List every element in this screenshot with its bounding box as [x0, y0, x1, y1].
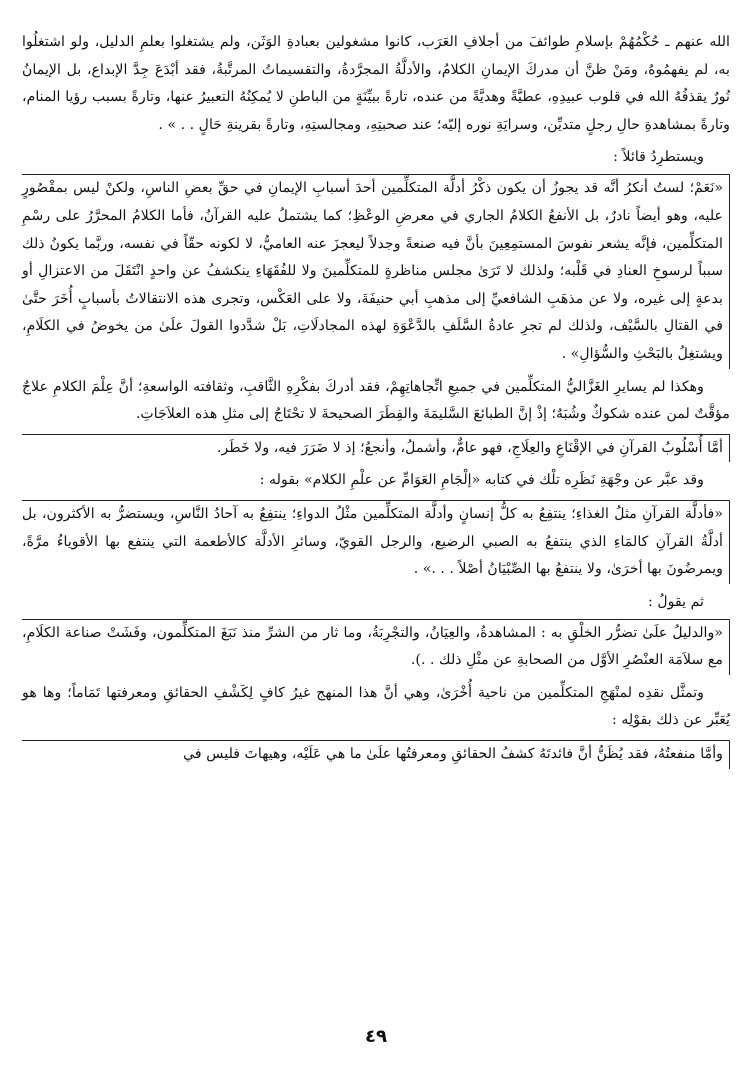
- quote-block: وأمَّا منفعتُهُ، فقد يُظَنُّ أنَّ فائدتَهُ كشفُ الحقائقِ ومعرفتُها علَىٰ ما هي عَلَيْه، وهيهاتَ فليس في: [22, 740, 730, 769]
- paragraph-body: وقد عبَّر عن وجْهَةِ نَظَرِه تلْك في كتابه «إلْجَامِ العَوَامِّ عن علْمِ الكلام» بقوله :: [259, 472, 704, 489]
- quote-block: «نَعَمْ؛ لستُ أنكرُ أنَّه قد يجوزُ أن يكون ذكْرُ أدلَّة المتكلِّمين أحدَ أسبابِ الإيمانِ في حقِّ بعضِ الناسِ، ولكنْ ليس بمقْصُورٍ عليه، وهو أيضاً نادرٌ، بل الأنفعُ الكلامُ الجاري في معرضِ الوعْظِ؛ كما يشتملُ عليه القرآنُ، فأما الكلامُ المحرَّرُ على رسْمِ المتكلِّمين، فإنَّه يشعر نفوسَ المستمِعِينَ بأنَّ فيه صنعةً وجدلاً ليعجزَ عنه العاميُّ، لا لكونه حقّاً في نفسه، وربَّما يكونُ ذلك سبباً لرسوخِ العنادِ في قَلْبه؛ ولذلك لا تَرَىٰ مجلس مناظرةٍ للمتكلِّمينَ ولا للفُقَهَاءِ ينكشفُ عن واحدٍ انْتَقَلَ من الاعتزالِ أو بدعةٍ إلى غيره، ولا عن مذهَبِ الشافعيِّ إلى مذهبِ أبي حنيفَةَ، ولا على العَكْس، وتجرى هذه الانتقالاتُ بأسبابٍ أُخَرَ حتَّىٰ في القتالِ بالسَّيْف، ولذلك لم تجرِ عادةُ السَّلَفِ بالدَّعْوَةِ لهذه المجادلَاتِ، بَلْ شدَّدوا القولَ علَىٰ من يخوضُ في الكلَامِ، ويشتغِلُ بالبَحْثِ والسُّؤالِ» .: [22, 174, 730, 368]
- paragraph-transition: ثم يقولُ :: [648, 593, 704, 610]
- paragraph-continuation: الله عنهم ـ حُكْمُهُمْ بإسلامِ طوائفَ من أجلافِ العَرَب، كانوا مشغولين بعبادةِ الوَثَن، ولم يشتغلوا بعلمِ الدليل، ولو اشتغلُوا به، لم يفهمُوهُ، ومَنْ ظنَّ أن مدركَ الإيمانِ الكلامُ، والأدلَّةُ المجرَّدةُ، والتقسيماتُ المرتَّبةُ، فقد أبْدَعَ جِدَّ الإبداع، بل الإيمانُ نُورٌ يقذفُهُ الله في قلوب عبيدِهِ، عطيَّةً وهديَّةً من عنده، تارةً ببيِّنَةٍ من الباطنِ لا يُمكِنُهُ التعبيرُ عنها، وتارةً بسبب رؤيا المنام، وتارةً بمشاهدةِ حالِ رجلٍ متديِّن، وسرايَةِ نوره إليّه؛ عند صحبتِهِ، ومجالستِهِ، وتارةً بقرينةِ حَالٍ . . » .: [22, 34, 730, 133]
- paragraph-body: وهكذا لم يسايرِ الغَزَّاليُّ المتكلِّمين في جميعِ اتِّجاهاتِهِمْ، فقد أدركَ بفكْرِهِ الثَّاقبِ، وثقافته الواسعةِ؛ أنَّ عِلْمَ الكلامِ علاجٌ مؤقَّتٌ لمن عنده شكوكٌ وشُبَهٌ؛ إذْ إنَّ الطبائعَ السَّليمَةَ والفِطَرَ الصحيحةَ لا تحْتَاجُ إلى مثلِ هذه العلاَجَاتِ.: [22, 378, 730, 423]
- quote-block: «والدليلُ علَىٰ تضرُّر الخلْقِ به : المشاهدةُ، والعِيَانُ، والتجْرِبَةُ، وما ثار من الشرِّ منذ نَبَغَ المتكلِّمون، وفَشَتْ صناعة الكلَامِ، مع سلاَمَة العنْصُرِ الأوَّل من الصحابةِ عن مثْلِ ذلك . .).: [22, 619, 730, 675]
- quote-block: أمَّا أُسْلُوبُ القرآنِ في الإقْنَاعِ والعِلَاجِ، فهو عامٌّ، وأشملُ، وأنجعُ؛ إذ لا ضَرَرَ فيه، ولا خَطَر.: [22, 434, 730, 463]
- paragraph-transition: ويستطرِدُ قائلاً :: [613, 149, 704, 166]
- page-body: [22, 28, 730, 773]
- quote-block: «فأدلَّة القرآنِ مثلُ الغذاءِ؛ ينتفِعُ به كلُّ إنسانٍ وأدلَّة المتكلِّمين مثْلُ الدواءِ؛ ينتفِعُ به آحادُ النَّاسِ، ويستضرُّ به الأكثرون، بل أدلَّةُ القرآنِ كالمَاءِ الذي ينتفعُ به الصبي الرضيع، والرجل القويّ، وسائرِ الأدلَّة كالأطعمة التي ينتفع بها الأقوياءُ مرَّةً، ويمرضُونَ بها أخرَىٰ، ولا ينتفعُ بها الصِّبْيَانُ أصْلاً . . .» .: [22, 500, 730, 584]
- paragraph-body: وتمثَّل نقدِه لمنْهَجِ المتكلِّمين من ناحية أُخْرَىٰ، وهي أنَّ هذا المنهج غيرُ كافٍ لِكَشْفِ الحقائقِ ومعرفتها تَمَاماً؛ وها هو يُعَبِّر عن ذلك بقوْلِه :: [22, 684, 730, 729]
- page-number: ٤٩: [365, 1026, 387, 1047]
